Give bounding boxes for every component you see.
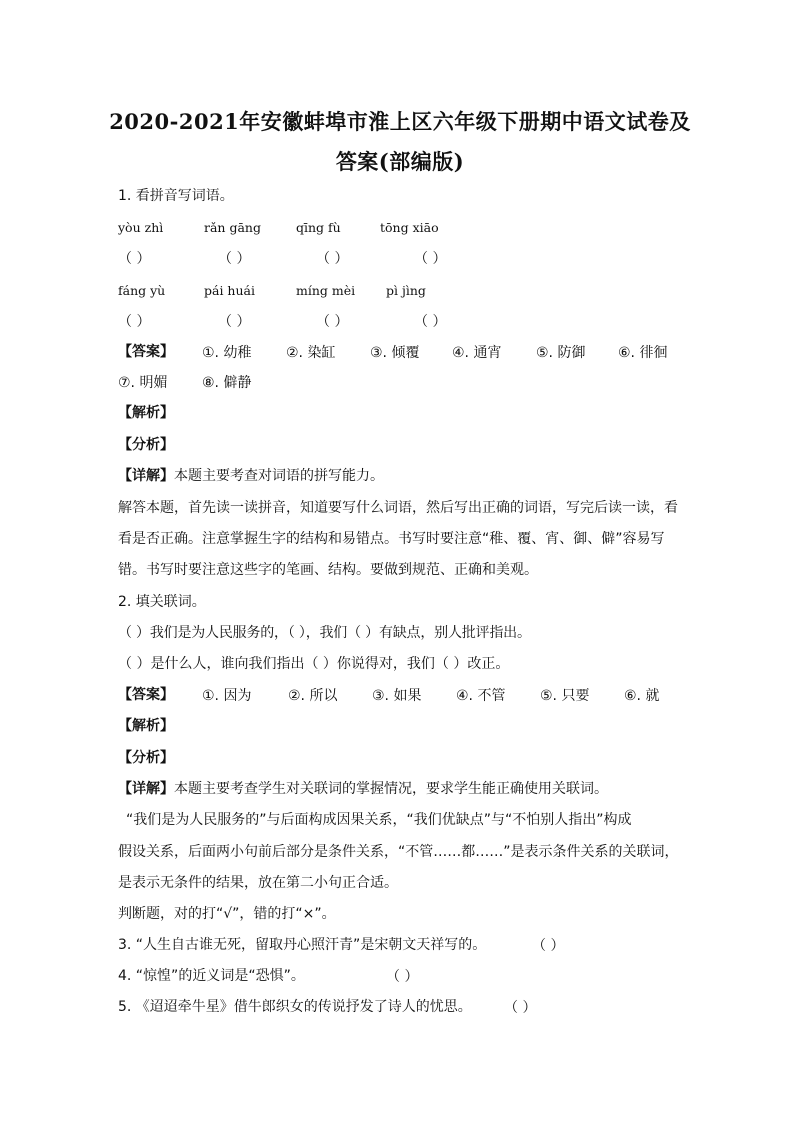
q1-answer-1: ①. 幼稚: [202, 345, 252, 361]
q1-answer-6: ⑥. 徘徊: [618, 345, 668, 361]
judge-item-5: 5. 《迢迢牵牛星》借牛郎织女的传说抒发了诗人的忧思。: [118, 999, 472, 1015]
q1-blank-7: （ ）: [316, 314, 349, 330]
exam-title-line-2: 答案(部编版): [335, 149, 465, 174]
q1-analysis-tag: 【解析】: [118, 405, 174, 421]
q2-sentence-2: （ ）是什么人，谁向我们指出（ ）你说得对，我们（ ）改正。: [118, 656, 510, 672]
q1-answer-tag: 【答案】: [118, 344, 174, 360]
q2-detail-text: 本题主要考查学生对关联词的掌握情况，要求学生能正确使用关联词。: [174, 781, 608, 797]
q2-detail-tag: 【详解】: [118, 781, 174, 797]
q2-answer-5: ⑤. 只要: [540, 688, 590, 704]
q1-detail: [118, 466, 384, 486]
q2-answer-3: ③. 如果: [372, 688, 422, 704]
q1-answer-8: ⑧. 僻静: [202, 375, 252, 391]
q1-pinyin-4: tōng xiāo: [380, 220, 439, 235]
q1-blank-1: （ ）: [118, 251, 151, 267]
q1-detail-tag: 【详解】: [118, 468, 174, 484]
q2-answer-6: ⑥. 就: [624, 688, 660, 704]
q1-blank-6: （ ）: [218, 314, 251, 330]
q1-explain-line-2: 看是否正确。注意掌握生字的结构和易错点。书写时要注意“稚、覆、宵、御、僻”容易写: [118, 531, 665, 547]
q1-answer-3: ③. 倾覆: [370, 345, 420, 361]
q1-detail-text: 本题主要考查对词语的拼写能力。: [174, 468, 384, 484]
q1-fenxi-tag: 【分析】: [118, 437, 174, 453]
q1-blank-5: （ ）: [118, 314, 151, 330]
judge-item-3: 3. “人生自古谁无死，留取丹心照汗青”是宋朝文天祥写的。: [118, 937, 487, 953]
q1-answer-4: ④. 通宵: [452, 345, 502, 361]
q2-answer-1: ①. 因为: [202, 688, 252, 704]
q1-pinyin-6: pái huái: [204, 283, 255, 298]
q2-explain-line-1: “我们是为人民服务的”与后面构成因果关系，“我们优缺点”与“不怕别人指出”构成: [126, 812, 632, 828]
q1-prompt: 1. 看拼音写词语。: [118, 188, 234, 204]
judge-blank-4: （ ）: [386, 969, 419, 985]
q1-explain-line-3: 错。书写时要注意这些字的笔画、结构。要做到规范、正确和美观。: [118, 562, 538, 578]
q2-explain-line-3: 是表示无条件的结果，放在第二小句正合适。: [118, 875, 398, 891]
q1-blank-8: （ ）: [414, 314, 447, 330]
judge-intro: 判断题，对的打“√”，错的打“×”。: [118, 906, 336, 922]
q1-blank-2: （ ）: [218, 251, 251, 267]
q1-pinyin-7: míng mèi: [296, 283, 356, 298]
q2-fenxi-tag: 【分析】: [118, 750, 174, 766]
judge-blank-3: （ ）: [532, 938, 565, 954]
q1-pinyin-5: fáng yù: [118, 283, 166, 298]
q2-explain-line-2: 假设关系，后面两小句前后部分是条件关系，“不管……都……”是表示条件关系的关联词，: [118, 844, 679, 860]
q1-blank-4: （ ）: [414, 251, 447, 267]
q2-prompt: 2. 填关联词。: [118, 594, 206, 610]
q2-answer-2: ②. 所以: [288, 688, 338, 704]
q1-pinyin-3: qīng fù: [296, 220, 341, 235]
q1-answer-2: ②. 染缸: [286, 345, 336, 361]
q2-analysis-tag: 【解析】: [118, 718, 174, 734]
q1-pinyin-1: yòu zhì: [118, 220, 164, 235]
q2-detail: [118, 779, 608, 799]
q2-answer-4: ④. 不管: [456, 688, 506, 704]
q1-blank-3: （ ）: [316, 251, 349, 267]
judge-blank-5: （ ）: [504, 1000, 537, 1016]
judge-item-4: 4. “惊惶”的近义词是“恐惧”。: [118, 968, 305, 984]
q1-pinyin-8: pì jìng: [386, 283, 426, 298]
q1-pinyin-2: rǎn gāng: [204, 220, 261, 235]
exam-title-line-1: 2020-2021年安徽蚌埠市淮上区六年级下册期中语文试卷及: [109, 109, 691, 134]
q2-sentence-1: （ ）我们是为人民服务的，（ ），我们（ ）有缺点，别人批评指出。: [118, 625, 531, 641]
q2-answer-tag: 【答案】: [118, 687, 174, 703]
q1-explain-line-1: 解答本题，首先读一读拼音，知道要写什么词语，然后写出正确的词语，写完后读一读，看: [118, 500, 678, 516]
q1-answer-7: ⑦. 明媚: [118, 375, 168, 391]
q1-answer-5: ⑤. 防御: [536, 345, 586, 361]
